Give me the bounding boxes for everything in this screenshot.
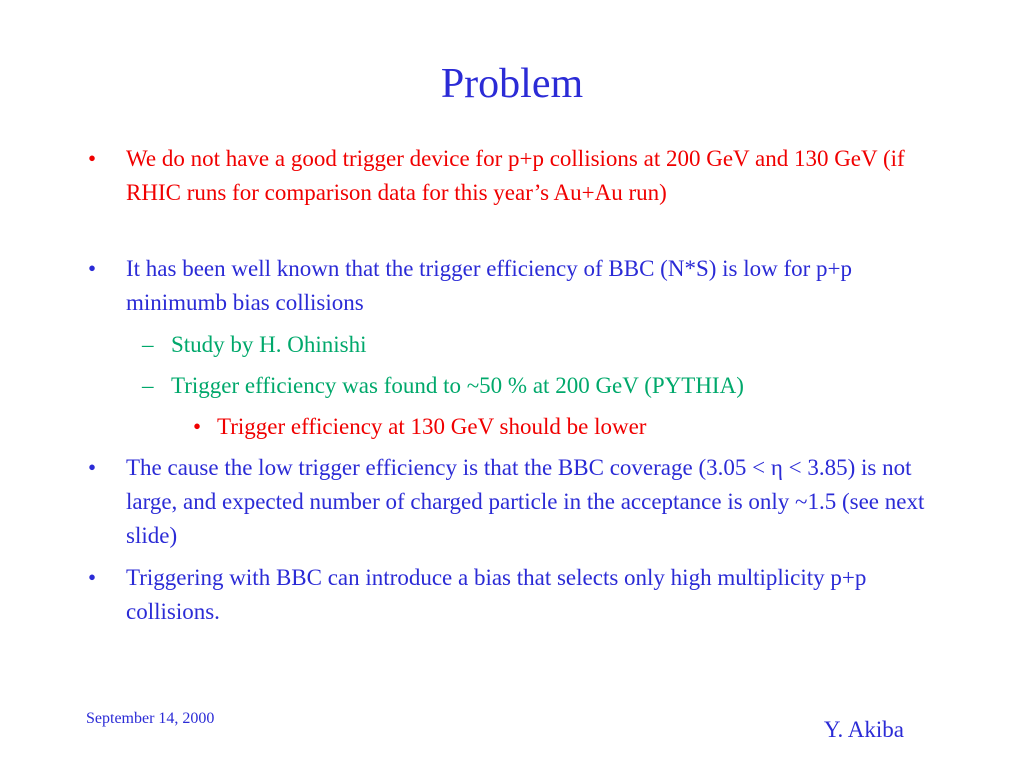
slide-title: Problem <box>440 61 584 107</box>
footer-date: September 14, 2000 <box>86 710 215 727</box>
bullet-marker: • <box>88 146 97 171</box>
footer-author: Y. Akiba <box>823 717 904 742</box>
bullet-text: We do not have a good trigger device for p+p collisions at 200 GeV and 130 GeV (if RHIC runs for comparison data for this year’s Au+Au run) <box>126 146 905 205</box>
bullet-marker: • <box>88 565 97 590</box>
sub-bullet-marker: – <box>142 373 154 398</box>
sub-sub-bullet-text: Trigger efficiency at 130 GeV should be lower <box>217 414 647 439</box>
bullet-text: It has been well known that the trigger efficiency of BBC (N*S) is low for p+p minimumb bias collisions <box>126 256 853 315</box>
sub-bullet-marker: – <box>142 332 154 357</box>
bullet-marker: • <box>88 256 97 281</box>
sub-bullet-text: Trigger efficiency was found to ~50 % at 200 GeV (PYTHIA) <box>171 373 744 398</box>
sub-bullet-text: Study by H. Ohinishi <box>171 332 367 357</box>
bullet-text: The cause the low trigger efficiency is that the BBC coverage (3.05 < η < 3.85) is not large, and expected number of charged particle in the acceptance is only ~1.5 (see next slide) <box>126 455 925 548</box>
bullet-text: Triggering with BBC can introduce a bias that selects only high multiplicity p+p collisions. <box>126 565 867 624</box>
bullet-marker: • <box>88 455 97 480</box>
sub-sub-bullet-marker: • <box>193 414 202 439</box>
